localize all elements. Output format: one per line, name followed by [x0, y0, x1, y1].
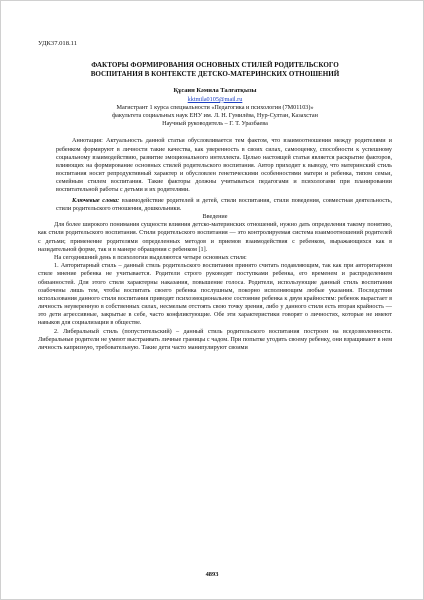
abstract-text: Аннотация: Актуальность данной статьи обусловливается тем фактом, что взаимоотношения между родителями и ребенком формируют в личности такие качества, как уверенность в своих силах, самооценку, способности к успешному социальному взаимодействию, развитие эмоционального интеллекта. Целью настоящей статьи является раскрытие факторов, влияющих на формирование основных стилей родительского воспитания. Автор приходит к выводу, что материнский стиль воспитания носит репродуктивный характер и обусловлен генетическими особенностями матери и ребенка, типом семьи, семейным стилем воспитания. Такие факторы должны учитываться педагогами и психологами при планировании воспитательной работы с детьми и их родителями. [56, 137, 392, 194]
intro-heading: Введение [202, 213, 228, 221]
affiliation-line-2: факультета социальных наук ЕНУ им. Л. Н. Гумилёва, Нур-Султан, Казахстан [112, 111, 318, 119]
supervisor: Научный руководитель – Г. Т. Уразбаева [162, 120, 268, 128]
author-email[interactable] [38, 96, 392, 104]
author-name: Құсаин Кәмила Талғатқызы [173, 87, 257, 95]
page-number: 4893 [205, 571, 219, 578]
keywords [38, 197, 392, 213]
keywords-text: взаимодействие родителей и детей, стили воспитания, стили поведения, совместная деятельность, стили родительского отношения, дошкольники. [56, 196, 393, 212]
body-paragraph: 2. Либеральный стиль (попустительский) – данный стиль родительского воспитания построен на вседозволенности. Либеральные родители не умеют выстраивать личные границы с чадом. При попытке угодить своему ребенку, они взращивают в нем личность капризную, требовательную. Такие дети часто манипулируют своими [38, 327, 392, 352]
paper-page [38, 40, 392, 352]
title-line-2: ВОСПИТАНИЯ В КОНТЕКСТЕ ДЕТСКО-МАТЕРИНСКИХ ОТНОШЕНИЙ [90, 69, 340, 78]
body-paragraph: Для более широкого понимания сущности влияния детско-материнских отношений, нужно дать определения такому понятию, как стили родительского воспитания. Стили родительского воспитания — это контролируемая система взаимоотношений родителей с детьми; применение родителями определенных методов и приемов взаимодействия с ребенком, выражающихся как в назидательной форме, так и в манере обращения с ребенком [1]. [38, 221, 392, 253]
body-paragraph: 1. Авторитарный стиль – данный стиль родительского воспитания принято считать подавляющим, так как при авторитарном стиле мнение ребенка не учитывается. Родители строго руководят поступками ребенка, его временем и распределением обязанностей. Для этого стиля характерны наказания, повышение голоса. Родители, использующие данный стиль воспитания озабочены лишь тем, чтобы воспитать своего ребенка послушным, покорно исполняющим любые указания. Последствия использования данного стиля воспитания приводят психоэмоциональное состояние ребенка к двум крайностям: ребенок вырастает в личность неуверенную в собственных силах, несмелым отстоять свою точку зрения, либо у данного стиля есть вторая крайность — это дети агрессивные, закрытые в себе, часто конфликтующие. Обе эти характеристики говорят о личностях, которые не имеют навыков для социализации в обществе. [38, 262, 392, 327]
email-link[interactable]: kktmila0105@mail.ru [187, 95, 243, 103]
paper-title [38, 61, 392, 79]
abstract [38, 137, 392, 194]
title-line-1: ФАКТОРЫ ФОРМИРОВАНИЯ ОСНОВНЫХ СТИЛЕЙ РОДИТЕЛЬСКОГО [91, 60, 339, 69]
udk-code: УДК37.018.11 [38, 40, 78, 47]
body-text [38, 221, 392, 352]
affiliation-line-1: Магистрант 1 курса специальности «Педагогика и психология (7М01103)» [116, 103, 314, 111]
keywords-label: Ключевые слова: [72, 196, 120, 204]
body-paragraph: На сегодняшний день в психологии выделяются четыре основных стиля: [54, 253, 247, 261]
